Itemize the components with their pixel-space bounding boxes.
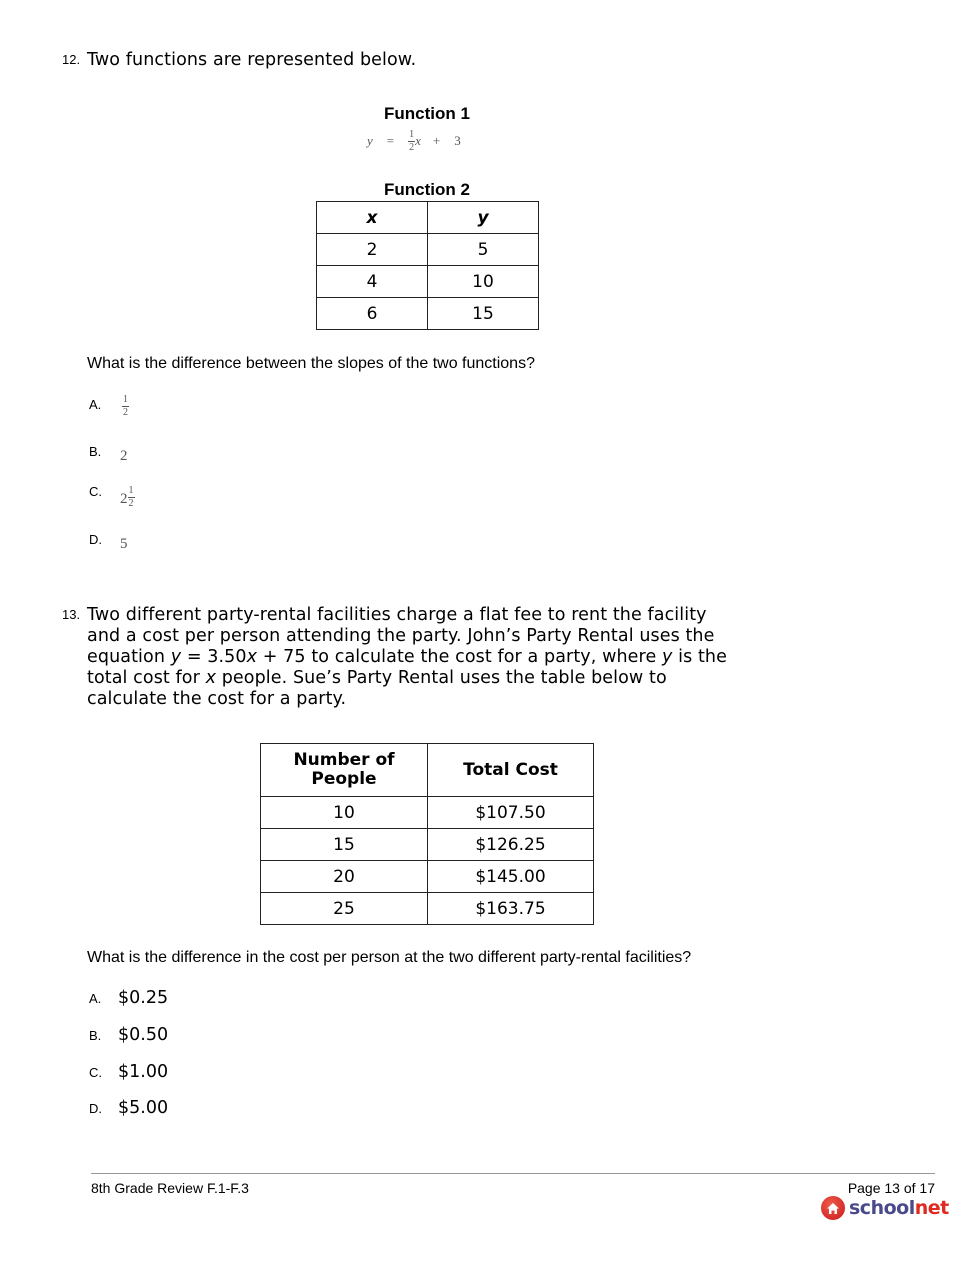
table-cell: 20: [261, 861, 428, 893]
option-value: 2: [120, 448, 128, 464]
frac-denominator: 2: [128, 498, 134, 509]
table-cell: $145.00: [428, 861, 594, 893]
answer-option-d[interactable]: [89, 1098, 168, 1118]
footer-title: 8th Grade Review F.1-F.3: [91, 1180, 249, 1196]
stem-line: total cost for x people. Sue’s Party Rental uses the table below to: [87, 668, 667, 688]
question-number: 13.: [62, 607, 81, 622]
header-line: People: [311, 769, 377, 789]
frac-denominator: 2: [123, 407, 128, 418]
frac-numerator: 1: [123, 394, 128, 405]
stem-line: and a cost per person attending the party. John’s Party Rental uses the: [87, 626, 715, 646]
frac-denominator: 2: [409, 141, 415, 153]
eq-lhs: y: [367, 133, 373, 148]
answer-option-a[interactable]: [89, 988, 168, 1008]
table-cell: $126.25: [428, 829, 594, 861]
table-cell: $107.50: [428, 797, 594, 829]
table-cell: 10: [261, 797, 428, 829]
question-number: 12.: [62, 52, 81, 67]
option-letter: D.: [89, 532, 102, 547]
question-prompt: What is the difference between the slopes of the two functions?: [87, 355, 535, 372]
stem-line: calculate the cost for a party.: [87, 689, 347, 709]
answer-option-c[interactable]: [89, 484, 135, 509]
function2-title: Function 2: [384, 180, 470, 199]
table-cell: $163.75: [428, 893, 594, 925]
function1-title: Function 1: [384, 104, 470, 123]
table-row: [261, 829, 594, 861]
option-value: $5.00: [118, 1098, 169, 1118]
stem-line: equation y = 3.50x + 75 to calculate the cost for a party, where y is the: [87, 647, 727, 667]
table-row: [261, 797, 594, 829]
question-stem: [87, 605, 787, 710]
page-number: Page 13 of 17: [847, 1180, 935, 1196]
table-row: [317, 266, 539, 298]
table-header-x: x: [317, 202, 428, 234]
option-value: 5: [120, 536, 128, 552]
table-row: [317, 298, 539, 330]
logo-text-net: net: [914, 1197, 949, 1219]
table-row: [261, 893, 594, 925]
eq-const: 3: [454, 133, 461, 148]
table-header-total-cost: Total Cost: [428, 744, 594, 797]
table-cell: 6: [317, 298, 428, 330]
table-header-people: [261, 744, 428, 797]
option-letter: C.: [89, 1065, 102, 1080]
eq-var: x: [415, 133, 421, 148]
option-letter: B.: [89, 444, 102, 459]
table-cell: 15: [428, 298, 539, 330]
table-cell: 25: [261, 893, 428, 925]
stem-line: Two different party-rental facilities charge a flat fee to rent the facility: [87, 605, 707, 625]
frac-numerator: 1: [409, 128, 415, 140]
table-cell: 4: [317, 266, 428, 298]
function1-equation: [367, 126, 461, 156]
header-line: Number of: [293, 750, 395, 770]
answer-option-d[interactable]: [89, 532, 128, 553]
option-letter: D.: [89, 1101, 102, 1116]
option-letter: A.: [89, 991, 102, 1006]
answer-option-b[interactable]: [89, 444, 128, 465]
table-cell: 5: [428, 234, 539, 266]
footer-divider: [91, 1173, 935, 1174]
table-header-row: [317, 202, 539, 234]
eq-equals: =: [386, 133, 395, 148]
answer-option-b[interactable]: [89, 1025, 168, 1045]
logo-text-school: school: [849, 1197, 915, 1219]
option-letter: A.: [89, 397, 102, 412]
house-icon: [821, 1196, 845, 1220]
question-prompt: What is the difference in the cost per person at the two different party-rental facilities?: [87, 949, 692, 966]
table-row: [317, 234, 539, 266]
option-value-fraction: [128, 486, 135, 509]
option-letter: C.: [89, 484, 102, 499]
option-letter: B.: [89, 1028, 102, 1043]
eq-plus: +: [432, 133, 441, 148]
answer-option-a[interactable]: [89, 395, 129, 418]
table-header-y: y: [428, 202, 539, 234]
function2-table: [316, 201, 539, 330]
option-whole: 2: [120, 491, 128, 507]
option-value: $1.00: [118, 1062, 169, 1082]
option-value-fraction: [122, 395, 129, 418]
option-value: $0.25: [118, 988, 169, 1008]
frac-numerator: 1: [128, 485, 134, 496]
table-cell: 10: [428, 266, 539, 298]
question-stem: Two functions are represented below.: [87, 50, 417, 70]
table-header-row: [261, 744, 594, 797]
table-cell: 15: [261, 829, 428, 861]
table-row: [261, 861, 594, 893]
cost-table: [260, 743, 594, 925]
option-value: $0.50: [118, 1025, 169, 1045]
table-cell: 2: [317, 234, 428, 266]
schoolnet-logo: [821, 1196, 949, 1220]
answer-option-c[interactable]: [89, 1062, 168, 1082]
